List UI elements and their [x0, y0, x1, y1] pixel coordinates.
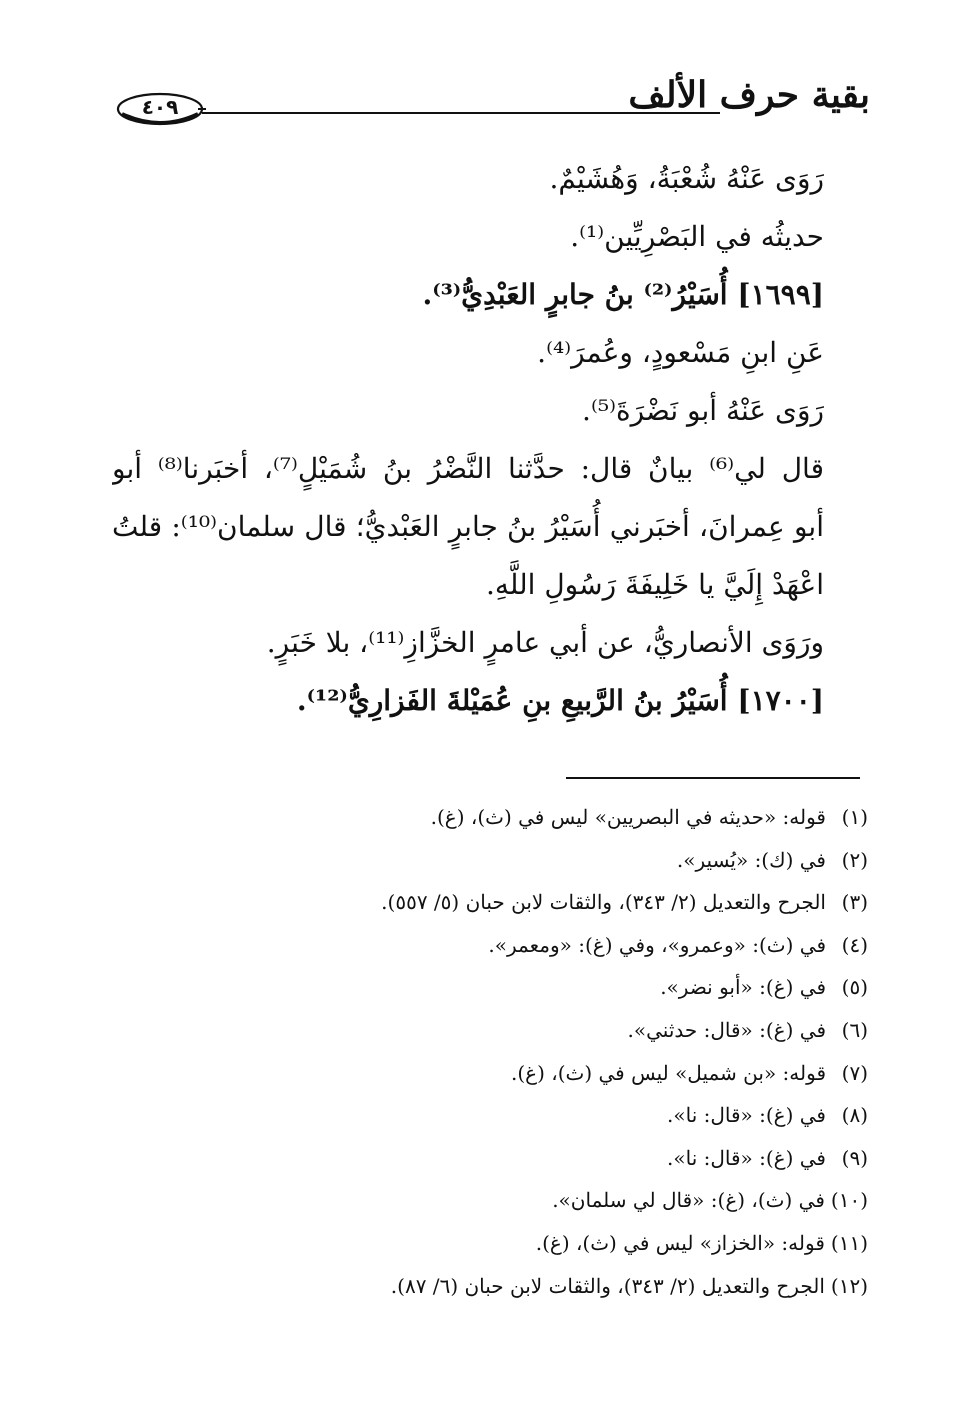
text-line: عَنِ ابنِ مَسْعودٍ، وعُمرَ⁽⁴⁾.: [537, 336, 824, 369]
footnote: [200, 1265, 868, 1308]
header-rule: [202, 112, 720, 114]
text-line: رَوَى عَنْهُ شُعْبَةُ، وَهُشَيْمٌ.: [549, 162, 824, 195]
footnote: [200, 966, 868, 1009]
running-title: بقية حرف الألف: [628, 74, 870, 116]
footnote-number: (١٢): [830, 1273, 868, 1298]
footnote-number: (٨): [841, 1103, 868, 1128]
footnote: [200, 1137, 868, 1180]
footnote: [200, 881, 868, 924]
text-line: اعْهَدْ إِلَيَّ يا خَلِيفَةَ رَسُولِ اللَّهِ.: [485, 568, 824, 601]
footnote-number: (٤): [841, 932, 868, 957]
footnote: [200, 1094, 868, 1137]
footnote: [200, 796, 868, 839]
footnote-number: (٩): [841, 1145, 868, 1170]
footnote-text: في (غ): «قال: نا».: [667, 1103, 826, 1128]
footnote-text: في (غ): «قال: حدثني».: [627, 1017, 826, 1042]
entry-heading: [١٧٠٠] أُسَيْرُ بنُ الرَّبيعِ بنِ عُمَيْلةَ الفَزارِيُّ⁽¹²⁾.: [296, 684, 824, 717]
text-line: حديثُه في البَصْرِيِّين⁽¹⁾.: [570, 220, 824, 253]
footnote-number: (٥): [841, 975, 868, 1000]
footnote-text: في (ك): «يُسير».: [676, 847, 826, 872]
text-line: رَوَى عَنْهُ أبو نَضْرَةَ⁽⁵⁾.: [582, 394, 824, 427]
footnote-text: في (غ): «أبو نضر».: [660, 975, 826, 1000]
footnote-text: الجرح والتعديل (٢/ ٣٤٣)، والثقات لابن حبان (٦/ ٨٧).: [390, 1273, 825, 1298]
footnote: [200, 1179, 868, 1222]
page-number-badge: [114, 90, 206, 130]
main-text: [112, 150, 824, 730]
footnote-number: (٧): [841, 1060, 868, 1085]
footnote-number: (٦): [841, 1017, 868, 1042]
footnote: [200, 1222, 868, 1265]
entry-heading: [١٦٩٩] أُسَيْرُ⁽²⁾ بنُ جابرٍ العَبْدِيُّ⁽³⁾.: [422, 278, 824, 311]
footnote-text: قوله: «الخزاز» ليس في (ث)، (غ).: [535, 1230, 825, 1255]
footnote-text: في (ث): «وعمرو»، وفي (غ): «ومعمر».: [488, 932, 826, 957]
page-number: ٤٠٩: [141, 95, 179, 119]
footnote-text: قوله: «بن شميل» ليس في (ث)، (غ).: [511, 1060, 826, 1085]
footnote-number: (١١): [830, 1230, 868, 1255]
footnote: [200, 839, 868, 882]
footnote-number: (١٠): [830, 1188, 868, 1213]
footnote-number: (٣): [841, 890, 868, 915]
text-line: ورَوَى الأنصاريُّ، عن أبي عامرٍ الخزَّازِ⁽¹¹⁾، بلا خَبَرٍ.: [266, 626, 824, 659]
footnote-text: قوله: «حديثه في البصريين» ليس في (ث)، (غ).: [430, 805, 826, 829]
footnotes: [200, 796, 868, 1307]
footnote-text: في (ث)، (غ): «قال لي سلمان».: [552, 1188, 825, 1213]
footnote-number: (٢): [841, 847, 868, 872]
text-line: أبو عِمرانَ، أخبَرني أُسَيْرُ بنُ جابرٍ العَبْديُّ؛ قال سلمان⁽¹⁰⁾: قلتُ: [112, 510, 824, 543]
footnote-text: الجرح والتعديل (٢/ ٣٤٣)، والثقات لابن حبان (٥/ ٥٥٧).: [381, 890, 826, 915]
footnote: [200, 1052, 868, 1095]
footnote-text: في (غ): «قال: نا».: [667, 1145, 826, 1170]
footnote-number: (١): [841, 805, 868, 829]
footnote-divider: [566, 777, 860, 779]
page-header: [110, 72, 870, 152]
text-line: قال لي⁽⁶⁾ بيانٌ قال: حدَّثنا النَّضْرُ بنُ شُمَيْلٍ⁽⁷⁾، أخبَرنا⁽⁸⁾ أبو: [112, 452, 824, 485]
footnote: [200, 924, 868, 967]
footnote: [200, 1009, 868, 1052]
